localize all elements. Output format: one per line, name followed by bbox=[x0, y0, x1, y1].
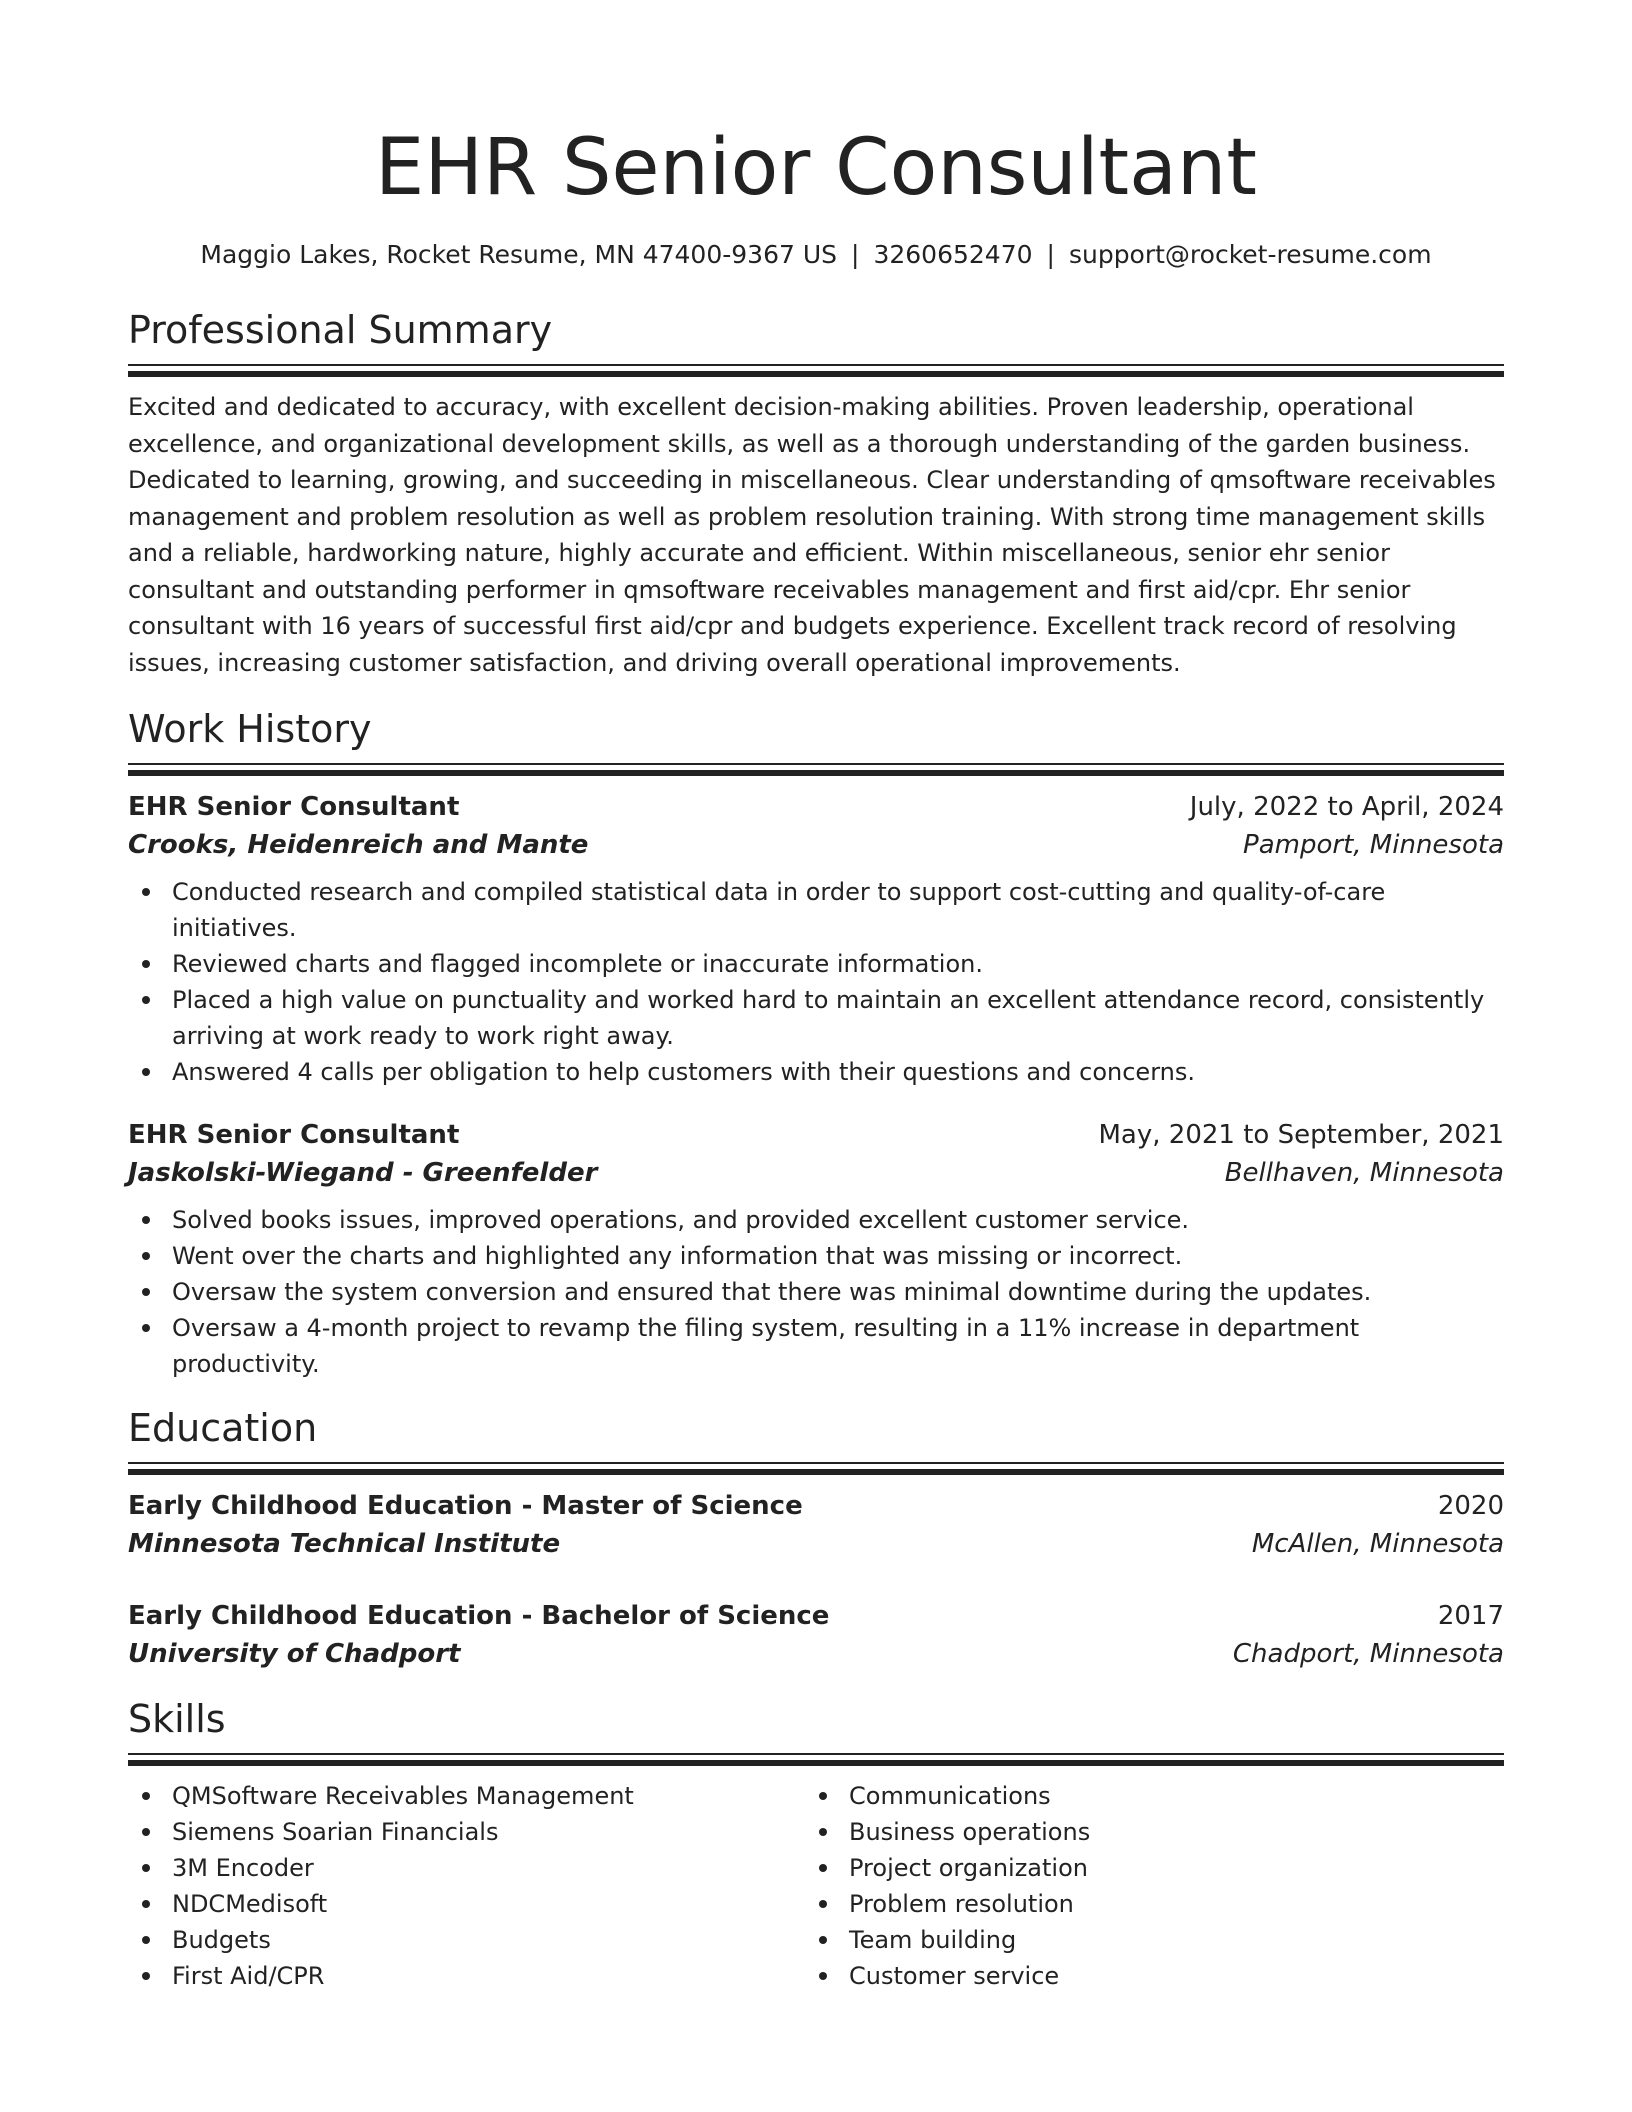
job-location: Bellhaven, Minnesota bbox=[1224, 1158, 1504, 1188]
job-company-row bbox=[128, 1154, 1504, 1192]
education-school: University of Chadport bbox=[128, 1639, 461, 1669]
job-entry bbox=[128, 1116, 1504, 1382]
resume-name: EHR Senior Consultant bbox=[375, 123, 1257, 213]
job-bullet: Reviewed charts and flagged incomplete or inaccurate information. bbox=[128, 946, 1504, 982]
job-bullet: Oversaw a 4-month project to revamp the filing system, resulting in a 11% increase in department productivity. bbox=[128, 1310, 1504, 1382]
job-bullets bbox=[128, 1202, 1504, 1382]
skill-item: Team building bbox=[805, 1922, 1482, 1958]
job-company: Crooks, Heidenreich and Mante bbox=[128, 830, 589, 860]
job-location: Pamport, Minnesota bbox=[1243, 830, 1504, 860]
education-school-row bbox=[128, 1635, 1504, 1673]
education-entry bbox=[128, 1597, 1504, 1673]
education-school-row bbox=[128, 1525, 1504, 1563]
contact-separator: | bbox=[1046, 240, 1055, 269]
skills-grid bbox=[128, 1778, 1504, 1994]
section-divider bbox=[128, 364, 1504, 377]
skill-item: Communications bbox=[805, 1778, 1482, 1814]
job-bullet: Placed a high value on punctuality and worked hard to maintain an excellent attendance record, consistently arriving at work ready to work right away. bbox=[128, 982, 1504, 1054]
job-header-row bbox=[128, 788, 1504, 826]
contact-email: support@rocket-resume.com bbox=[1068, 240, 1432, 269]
job-bullets bbox=[128, 874, 1504, 1090]
contact-separator: | bbox=[851, 240, 860, 269]
section-divider bbox=[128, 763, 1504, 776]
work-history-section bbox=[128, 703, 1504, 1382]
summary-text: Excited and dedicated to accuracy, with excellent decision-making abilities. Proven leadership, operational excellence, and organizational development skills, as well as a thorough understanding of the garden business. Dedicated to learning, growing, and succeeding in miscellaneous. Clear understanding of qmsoftware receivables management and problem resolution as well as problem resolution training. With strong time management skills and a reliable, hardworking nature, highly accurate and efficient. Within miscellaneous, senior ehr senior consultant and outstanding performer in qmsoftware receivables management and first aid/cpr. Ehr senior consultant with 16 years of successful first aid/cpr and budgets experience. Excellent track record of resolving issues, increasing customer satisfaction, and driving overall operational improvements. bbox=[128, 393, 1496, 677]
section-title-work-history: Work History bbox=[128, 707, 372, 751]
job-dates: May, 2021 to September, 2021 bbox=[1098, 1120, 1504, 1150]
section-title-summary: Professional Summary bbox=[128, 308, 553, 352]
job-bullet: Went over the charts and highlighted any information that was missing or incorrect. bbox=[128, 1238, 1504, 1274]
job-bullet: Oversaw the system conversion and ensured that there was minimal downtime during the updates. bbox=[128, 1274, 1504, 1310]
job-header-row bbox=[128, 1116, 1504, 1154]
contact-line bbox=[128, 238, 1504, 272]
education-school: Minnesota Technical Institute bbox=[128, 1529, 561, 1559]
education-degree: Early Childhood Education - Bachelor of Science bbox=[128, 1601, 830, 1631]
section-title-education: Education bbox=[128, 1406, 318, 1450]
contact-address: Maggio Lakes, Rocket Resume, MN 47400-9367 US bbox=[200, 240, 838, 269]
education-header-row bbox=[128, 1487, 1504, 1525]
job-company-row bbox=[128, 826, 1504, 864]
skills-column-left bbox=[128, 1778, 805, 1994]
job-bullet: Conducted research and compiled statistical data in order to support cost-cutting and quality-of-care initiatives. bbox=[128, 874, 1504, 946]
section-divider bbox=[128, 1753, 1504, 1766]
job-bullet: Solved books issues, improved operations, and provided excellent customer service. bbox=[128, 1202, 1504, 1238]
contact-phone: 3260652470 bbox=[873, 240, 1033, 269]
job-company: Jaskolski-Wiegand - Greenfelder bbox=[128, 1158, 598, 1188]
job-title: EHR Senior Consultant bbox=[128, 1120, 460, 1150]
education-entry bbox=[128, 1487, 1504, 1563]
job-title: EHR Senior Consultant bbox=[128, 792, 460, 822]
skill-item: Siemens Soarian Financials bbox=[128, 1814, 805, 1850]
education-header-row bbox=[128, 1597, 1504, 1635]
skill-item: 3M Encoder bbox=[128, 1850, 805, 1886]
skills-column-right bbox=[805, 1778, 1482, 1994]
summary-section bbox=[128, 304, 1504, 681]
job-entry bbox=[128, 788, 1504, 1090]
section-divider bbox=[128, 1462, 1504, 1475]
education-degree: Early Childhood Education - Master of Science bbox=[128, 1491, 803, 1521]
skill-item: NDCMedisoft bbox=[128, 1886, 805, 1922]
skill-item: Budgets bbox=[128, 1922, 805, 1958]
skill-item: Business operations bbox=[805, 1814, 1482, 1850]
job-bullet: Answered 4 calls per obligation to help customers with their questions and concerns. bbox=[128, 1054, 1504, 1090]
skill-item: Problem resolution bbox=[805, 1886, 1482, 1922]
skill-item: QMSoftware Receivables Management bbox=[128, 1778, 805, 1814]
education-year: 2020 bbox=[1437, 1491, 1504, 1521]
education-location: McAllen, Minnesota bbox=[1251, 1529, 1504, 1559]
job-dates: July, 2022 to April, 2024 bbox=[1189, 792, 1504, 822]
education-section bbox=[128, 1402, 1504, 1673]
skill-item: Project organization bbox=[805, 1850, 1482, 1886]
skill-item: First Aid/CPR bbox=[128, 1958, 805, 1994]
skill-item: Customer service bbox=[805, 1958, 1482, 1994]
section-title-skills: Skills bbox=[128, 1697, 226, 1741]
education-location: Chadport, Minnesota bbox=[1232, 1639, 1504, 1669]
skills-section bbox=[128, 1693, 1504, 1994]
education-year: 2017 bbox=[1437, 1601, 1504, 1631]
